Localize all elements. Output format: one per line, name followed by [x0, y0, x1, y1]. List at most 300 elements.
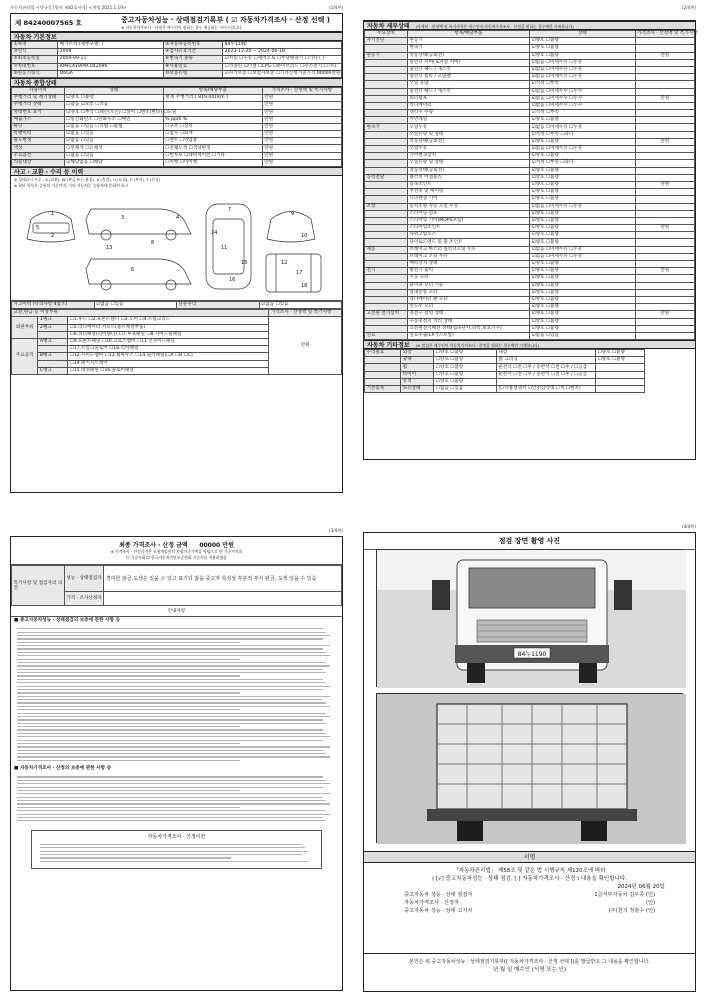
fine-print-line: [17, 740, 323, 741]
page-3: [0, 500, 353, 999]
overall-state-cell: 리콜대상: [12, 159, 65, 166]
exchange-rank: A랭크: [38, 338, 68, 345]
fine-print-line: [17, 696, 330, 697]
fine-print-line: [17, 713, 326, 714]
detail-item: 실린더 커버(로커암 커버): [407, 59, 529, 66]
fine-print-line: [17, 729, 323, 730]
diagram-part-number: 4: [176, 215, 180, 221]
fine-print-line: [17, 675, 240, 676]
detail-status: ☑양호 ☐불량: [529, 225, 635, 232]
detail-status: ☑양호 ☐불량: [529, 282, 635, 289]
detail-price: [635, 167, 694, 174]
buyer-statement: 본인은 위 중고자동차성능 · 상태점검기록부([ 자동차가격조사 · 산정 선택 ])를 발급받고 그 내용을 확인합니다.: [409, 959, 650, 965]
exchange-rank: [38, 360, 68, 367]
detail-row: [365, 52, 695, 59]
detail-item: 구동축전지 격리 상태: [407, 318, 529, 325]
detail-system: [365, 95, 408, 102]
overall-state-cell: 용도변경: [12, 138, 65, 145]
detail-item: 브레이크 마스터 실린더오일 누유: [407, 246, 529, 253]
detail-item: 스티어링 펌프: [407, 210, 529, 217]
diagram-part-number: 7: [228, 207, 232, 213]
fine-print-line: [17, 648, 323, 649]
exchange-rank: C랭크: [38, 367, 68, 374]
appraisal-definition-title: 자동차가격조사 · 산정이란: [147, 833, 206, 840]
diagram-part-number: 17: [296, 270, 303, 276]
buyer-signature-line: 년 월 일 매수인 (서명 또는 인): [492, 967, 567, 973]
detail-row: [365, 325, 695, 332]
detail-item: 워터펌프: [407, 95, 529, 102]
detail-price: [635, 146, 694, 153]
detail-status: ☑양호 ☐불량: [529, 325, 635, 332]
overall-state-cell: 만원: [262, 138, 341, 145]
exchange-rank: 2랭크: [38, 324, 68, 331]
warranty-notes-text: [11, 624, 342, 765]
diagram-part-number: 10: [301, 233, 308, 239]
exchange-header-row: [12, 310, 342, 317]
detail-status: ☑양호 ☐불량: [529, 210, 635, 217]
detail-system: 변속기: [365, 124, 408, 131]
accident-summary-cell: 사고이력 (유의사항 4참조): [12, 302, 95, 309]
detail-row: [365, 59, 695, 66]
detail-status: ☑없음 ☐미세누유 ☐누유: [529, 74, 635, 81]
overall-state-cell: [163, 102, 262, 109]
detail-row: [365, 38, 695, 45]
detail-status: ☑없음 ☐미세누유 ☐누유: [529, 253, 635, 260]
exchange-parts: ☐9.프론트패널 ☐10.크로스멤버 ☐11.인사이드패널: [68, 338, 269, 345]
detail-price: [635, 124, 694, 131]
photo-sign-frame: [363, 532, 696, 992]
detail-system: [365, 318, 408, 325]
accident-summary-row: [12, 302, 342, 309]
detail-row: [365, 160, 695, 167]
detail-system: [365, 189, 408, 196]
fine-print-line: [17, 642, 240, 643]
price-warranty-title: ■ 자동차가격조사 · 산정의 보증에 관한 사항 등: [14, 766, 112, 772]
detail-system: [365, 110, 408, 117]
fine-print-line: [17, 632, 326, 633]
basic-info-row: [12, 63, 342, 70]
overall-state-cell: [163, 109, 262, 116]
detail-status: ☑없음 ☐있음: [529, 332, 635, 339]
page-number: (3/4쪽): [328, 528, 343, 533]
page-header: [363, 524, 696, 531]
detail-price: [635, 160, 694, 167]
page-header: [363, 5, 696, 12]
etc-info-row: [365, 357, 695, 364]
detail-row: [365, 153, 695, 160]
detail-status: ☑양호 ☐불량: [529, 289, 635, 296]
detail-row: [365, 74, 695, 81]
detail-row: [365, 203, 695, 210]
etc-info-cell: 광택: [401, 357, 434, 364]
detail-row: [365, 110, 695, 117]
detail-row: [365, 332, 695, 339]
overall-state-row: [12, 109, 342, 116]
detail-price: [635, 203, 694, 210]
signer-role: 자동차가격조사 · 산정자: [404, 900, 460, 906]
detail-status: ☑없음 ☐미세누수 ☐누수: [529, 88, 635, 95]
final-price-note: ※ 가격조사 · 산정가격은 보험개발원의 차량기준가액을 바탕으로 한 기준가격과: [110, 549, 243, 554]
detail-system: 동력전달: [365, 174, 408, 181]
overall-state-cell: 만원: [262, 95, 341, 102]
accident-summary-cell: ☑없음 ☐있음: [259, 302, 342, 309]
detail-status: ☑양호 ☐불량: [529, 239, 635, 246]
etc-info-cell: ☐양호 ☐불량: [434, 378, 497, 385]
detail-price: [635, 38, 694, 45]
etc-info-cell: ☐양호 ☐불량: [595, 350, 645, 357]
detail-system: [365, 289, 408, 296]
detail-status: ☑없음 ☐미세누유 ☐누유: [529, 59, 635, 66]
overall-state-cell: 주요옵션: [12, 152, 65, 159]
etc-info-cell: 내장: [496, 350, 595, 357]
detail-row: [365, 225, 695, 232]
overall-state-cell: 차대번호 표기: [12, 109, 65, 116]
etc-info-table: [364, 349, 695, 393]
fine-print-line: [17, 793, 330, 794]
etc-info-row: [365, 371, 695, 378]
basic-info-cell: ⑩보증유형: [163, 70, 222, 77]
truck-rear-image: [377, 694, 686, 844]
overall-state-row: [12, 95, 342, 102]
overall-state-cell: ☐많음 ☑보통 ☐적음: [64, 102, 163, 109]
detail-item: 윈도우 모터: [407, 304, 529, 311]
detail-status: ☑양호 ☐불량: [529, 153, 635, 160]
detail-item: 클러치 어셈블리: [407, 174, 529, 181]
detail-row: [365, 66, 695, 73]
detail-item: 발전기 출력: [407, 268, 529, 275]
detail-status: ☑양호 ☐불량: [529, 261, 635, 268]
exchange-header: 교환,판금 등 이상부위: [12, 310, 269, 317]
detail-status: ☑양호 ☐불량: [529, 181, 635, 188]
fine-print-line: [17, 800, 326, 801]
detail-system: 원동기: [365, 52, 408, 59]
fine-print-line: [17, 682, 326, 683]
detail-status: ☑양호 ☐불량: [529, 174, 635, 181]
basic-info-cell: ③연식: [12, 49, 58, 56]
basic-info-row: [12, 42, 342, 49]
detail-system: [365, 131, 408, 138]
basic-info-table: [11, 41, 342, 78]
basic-info-cell: ⑦차대번호: [12, 63, 58, 70]
detail-row: [365, 189, 695, 196]
overall-state-cell: 만원: [262, 152, 341, 159]
overall-state-cell: 주행거리 및 계기상태: [12, 95, 65, 102]
detail-row: [365, 117, 695, 124]
diagram-part-number: 2: [51, 233, 55, 239]
overall-state-cell: ☑없음 ☐있음 ☐적법 ☐불법: [64, 123, 163, 130]
diagram-part-number: 1: [51, 211, 55, 217]
detail-row: [365, 210, 695, 217]
page-number: (1/4쪽): [328, 5, 343, 10]
detail-row: [365, 268, 695, 275]
etc-info-cell: [365, 364, 401, 371]
basic-info-cell: ⑨원동기형식: [12, 70, 58, 77]
overall-state-cell: 만원: [262, 123, 341, 130]
fine-print-line: [40, 861, 308, 862]
detail-item: 실린더 헤드 / 개스킷: [407, 66, 529, 73]
exchange-parts: ☐17.트렁크플로어 ☐18.리어패널: [68, 346, 269, 353]
exchange-header: 가격조사 · 산정액 및 특기사항: [269, 310, 342, 317]
fine-print-line: [17, 638, 323, 639]
detail-system: [365, 210, 408, 217]
detail-item: 타이로드엔드 및 볼 조인트: [407, 239, 529, 246]
detail-system: [365, 282, 408, 289]
detail-system: [365, 261, 408, 268]
detail-price: [635, 217, 694, 224]
detail-status: ☑양호 ☐불량: [529, 275, 635, 282]
detail-system: 고전원 전기장치: [365, 311, 408, 318]
document-number: 제 84240007565 호: [15, 19, 82, 27]
basic-info-row: [12, 49, 342, 56]
detail-state-form: [363, 20, 696, 460]
detail-price: [635, 325, 694, 332]
detail-price: [635, 110, 694, 117]
etc-info-cell: [595, 364, 645, 371]
diagram-part-number: 11: [221, 245, 228, 251]
detail-price: [635, 261, 694, 268]
detail-price: [635, 59, 694, 66]
fine-print-line: [17, 803, 330, 804]
diagram-part-number: 15: [241, 260, 248, 266]
accident-summary-cell: ☑없음 ☐있음: [94, 302, 177, 309]
detail-item: 실내송풍 모터: [407, 289, 529, 296]
detail-row: [365, 95, 695, 102]
appraisal-definition-box: [31, 830, 322, 869]
page-header: [10, 5, 343, 12]
signer-row: [404, 907, 655, 915]
diagram-part-number: 18: [301, 283, 308, 289]
overall-state-header: 가격조사 · 산정액 및 특기사항: [262, 87, 341, 94]
overall-state-cell: 주행거리 상태: [12, 102, 65, 109]
etc-info-cell: [496, 378, 595, 385]
form-subtitle: ※ 자동차가격조사 · 산정은 매수인이 원하는 경우 제공하는 서비스입니다.: [121, 25, 243, 30]
overall-state-cell: ☐썬루프 ☐네비게이션 ☐기타: [163, 152, 262, 159]
detail-status: ☑양호 ☐불량: [529, 296, 635, 303]
detail-price: [635, 74, 694, 81]
detail-system: [365, 275, 408, 282]
inspection-form: [10, 13, 343, 493]
fine-print-line: [17, 672, 326, 673]
etc-info-cell: 타이어: [401, 371, 434, 378]
detail-system: 연료: [365, 332, 408, 339]
detail-price: [635, 196, 694, 203]
fine-print-line: [17, 756, 330, 757]
detail-item: 스티어링조인트: [407, 225, 529, 232]
basic-info-cell: ⑥변속기 종류: [163, 56, 222, 63]
detail-system: 전기: [365, 268, 408, 275]
detail-item: 스티어링 기어(MDPS포함): [407, 217, 529, 224]
fine-print-line: [17, 723, 326, 724]
etc-info-cell: ☐없음 ☐있음: [434, 386, 497, 393]
fine-print-line: [17, 797, 323, 798]
detail-system: [365, 167, 408, 174]
detail-status: ☑양호 ☐불량: [529, 38, 635, 45]
etc-info-cell: ☐양호 ☐불량: [434, 371, 497, 378]
fine-print-line: [40, 854, 302, 855]
certification-line-1: 「자동차관리법」 제58조 및 같은 법 시행규칙 제120조에 따라: [453, 868, 606, 874]
basic-info-row: [12, 70, 342, 77]
overall-state-cell: ☐렌트 ☐영업용: [163, 138, 262, 145]
etc-info-cell: 유리: [401, 378, 434, 385]
detail-item: 기어변속장치: [407, 153, 529, 160]
detail-system: [365, 146, 408, 153]
detail-header: 주요장치: [365, 31, 408, 38]
certification-line-2: ( [√] 중고자동차성능 · 상태 점검, [ ] 자동차가격조사 · 산정 ) 내용을 확인합니다.: [432, 876, 627, 882]
overall-state-header: 상태: [64, 87, 163, 94]
fine-print-line: [17, 679, 323, 680]
basic-info-cell: D6GA: [58, 70, 164, 77]
detail-system: [365, 74, 408, 81]
overall-state-cell: 색상: [12, 145, 65, 152]
detail-status: ☑적정 ☐부족 ☐과다: [529, 160, 635, 167]
detail-status: ☑없음 ☐미세누유 ☐누유: [529, 246, 635, 253]
detail-system: [365, 117, 408, 124]
fine-print-line: [17, 659, 240, 660]
detail-row: [365, 246, 695, 253]
detail-price: [635, 153, 694, 160]
detail-state-table: [364, 30, 698, 340]
detail-row: [365, 289, 695, 296]
detail-item: 와이퍼 모터 기능: [407, 282, 529, 289]
form-title-block: [11, 14, 342, 32]
detail-price: [635, 189, 694, 196]
diagram-part-number: 6: [131, 267, 135, 273]
detail-row: [365, 131, 695, 138]
page-2: [353, 0, 706, 500]
detail-item: 시동 모터: [407, 275, 529, 282]
overall-state-cell: ☐없음 ☐있음: [64, 152, 163, 159]
diagram-part-number: 14: [211, 230, 218, 236]
signer-name: 1급서부자동차 김우종 (인): [594, 892, 655, 898]
truck-front-photo: [376, 549, 683, 687]
detail-row: [365, 296, 695, 303]
fine-print-line: [17, 820, 326, 821]
signer-row: [404, 899, 655, 907]
overall-state-row: [12, 159, 342, 166]
exchange-parts: ☐12.사이드멤버 ☐13.휠하우스 ☐14.필러패널(☐A ☐B ☐C): [68, 353, 269, 360]
detail-item: 실린더 헤드 / 개스킷: [407, 88, 529, 95]
opinion-label: 특기사항 및 점검자의 의견: [12, 566, 65, 606]
fine-print-line: [17, 746, 330, 747]
overall-state-header: 사용이력: [12, 87, 65, 94]
detail-item: 오일 유량: [407, 81, 529, 88]
detail-status: ☑없음 ☐미세누수 ☐누수: [529, 102, 635, 109]
exchange-parts: ☐6.쿼터패널(리어휀더) ☐7.루프패널 ☐8.사이드실패널: [68, 331, 269, 338]
fine-print-line: [17, 635, 330, 636]
detail-system: [365, 138, 408, 145]
detail-status: ☑없음 ☐미세누수 ☐누수: [529, 95, 635, 102]
detail-item: 라디에이터 팬 모터: [407, 296, 529, 303]
final-price-standard: ☐ 기술사회 ☐ 한국자동차진단보증협회 기준서를 적용하였음: [126, 555, 227, 560]
detail-status: ☑양호 ☐불량: [529, 45, 635, 52]
exchange-rank: [38, 346, 68, 353]
overall-state-table: [11, 87, 342, 167]
exchange-rank: [38, 331, 68, 338]
detail-price: [635, 174, 694, 181]
detail-status: ☑양호 ☐불량: [529, 52, 635, 59]
detail-system: [365, 304, 408, 311]
detail-item: 작동상태(공회전): [407, 167, 529, 174]
page-1: [0, 0, 353, 500]
guide-label: 안내사항: [11, 606, 342, 617]
accident-legend: ※ 상태표시 부호 : X (교환), W (판금 또는 용접), A (흠집), U (요철), C (부식), T (손상): [14, 177, 161, 182]
etc-info-heading: 자동차 기타정보 (※ 점검은 매수인이 자동차가격조사 · 산정을 원하는 경우에만 기재합니다): [364, 340, 695, 349]
detail-system: [365, 225, 408, 232]
detail-item: 배력장치 상태: [407, 261, 529, 268]
page-4: [353, 500, 706, 999]
overall-state-cell: 만원: [262, 116, 341, 123]
fine-print-line: [17, 699, 323, 700]
fine-print-line: [17, 686, 330, 687]
inspector-label: 성능 · 상태점검자: [64, 566, 104, 592]
detail-system: [365, 45, 408, 52]
overall-state-cell: ☐무채색 ☐유채색: [64, 145, 163, 152]
signer-row: [404, 891, 655, 899]
detail-price: [635, 66, 694, 73]
detail-status: ☑적정 ☐부족 ☐과다: [529, 131, 635, 138]
detail-system: [365, 232, 408, 239]
overall-state-cell: 현재 주행거리 [ 819,041Km ]: [163, 95, 262, 102]
detail-row: [365, 196, 695, 203]
detail-item: 충전구 절연 상태: [407, 311, 529, 318]
buyer-confirmation: [364, 953, 695, 974]
overall-state-row: [12, 116, 342, 123]
etc-info-cell: [365, 357, 401, 364]
fine-print-line: [17, 753, 326, 754]
detail-row: [365, 45, 695, 52]
detail-item: 작동상태(공회전): [407, 138, 529, 145]
fine-print-line: [17, 689, 323, 690]
etc-info-cell: 운전석 ☐전 ☐후 / 동반석 ☐전 ☐후 / ☐응급: [496, 371, 595, 378]
exchange-parts: ☐1.후드 ☐2.프론트휀더 ☐3.도어 ☐4.트렁크리드: [68, 317, 269, 324]
exchange-price: 만원: [269, 317, 342, 375]
fine-print-line: [17, 655, 330, 656]
etc-info-cell: 기본품목: [365, 386, 401, 393]
fine-print-line: [17, 719, 323, 720]
detail-status: ☑양호 ☐불량: [529, 138, 635, 145]
detail-price: 만원: [635, 138, 694, 145]
detail-status: ☑적정 ☐부족: [529, 81, 635, 88]
exchange-parts: ☐5.라디에이터 서포트(볼트체결부품): [68, 324, 269, 331]
fine-print-line: [17, 743, 240, 744]
detail-price: [635, 304, 694, 311]
detail-item: 디퍼렌셜 기어: [407, 196, 529, 203]
exchange-parts: ☐19.패키지트레이: [68, 360, 269, 367]
overall-state-cell: ☑양호 ☐부식 ☐훼손(오손) ☐상이 ☐변조(변타) ☐도말: [66, 109, 177, 115]
detail-price: [635, 296, 694, 303]
detail-row: [365, 124, 695, 131]
overall-state-row: [12, 152, 342, 159]
warranty-notes-title: ■ 중고자동차성능 · 상태점검의 보증에 관한 사항 등: [14, 618, 121, 623]
signer-role: 중고자동차 성능 · 상태 점검자: [404, 892, 473, 898]
fine-print-line: [17, 810, 326, 811]
etc-info-cell: 운전석 ☐전 ☐후 / 동반석 ☐전 ☐후 / ☐응급: [496, 364, 595, 371]
detail-status: ☑양호 ☐불량: [529, 304, 635, 311]
signer-name: (인): [645, 900, 655, 906]
overall-state-cell: 만원: [262, 145, 341, 152]
fine-print-line: [17, 750, 323, 751]
overall-state-cell: ☑양호 ☐불량: [64, 95, 163, 102]
overall-state-cell: ☑없음 ☐있음: [64, 131, 163, 138]
overall-state-cell: ☐일산화탄소 ☐탄화수소 ☐매연: [64, 116, 163, 123]
basic-info-heading: 자동차 기본정보: [11, 32, 342, 41]
exchange-row: [12, 317, 342, 324]
form-title: 중고자동차성능 · 상태점검기록부 ( ☑ 자동차가격조사 · 산정 선택 ): [121, 16, 330, 24]
overall-state-cell: % ppm %: [163, 116, 262, 123]
overall-state-row: [12, 138, 342, 145]
basic-info-cell: ☐가솔린 ☑디젤 ☐LPG ☐하이브리드 ☐수소전기 ☐기타: [223, 63, 342, 70]
fine-print-line: [17, 787, 323, 788]
